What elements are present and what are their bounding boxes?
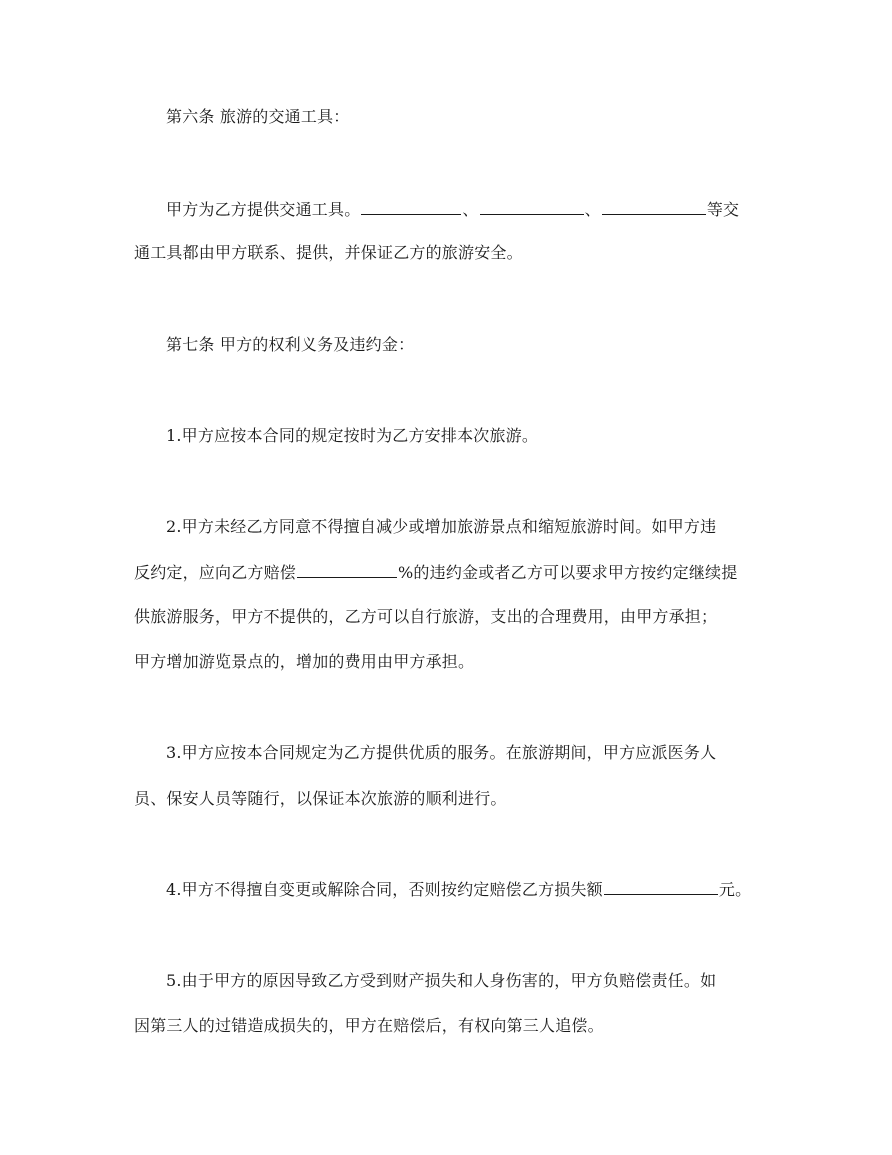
article-7-item-3-line-1: 3.甲方应按本合同规定为乙方提供优质的服务。在旅游期间，甲方应派医务人 xyxy=(166,743,717,762)
article-6-text: 等交 xyxy=(706,200,740,219)
article-7-item-2-line-2 xyxy=(134,561,737,584)
article-7-item-3-line-2: 员、保安人员等随行，以保证本次旅游的顺利进行。 xyxy=(134,789,507,808)
article-7-item-2-line-3: 供旅游服务，甲方不提供的，乙方可以自行旅游，支出的合理费用，由甲方承担； xyxy=(134,607,718,626)
vehicle-blank-2[interactable] xyxy=(480,198,584,215)
vehicle-blank-3[interactable] xyxy=(602,198,706,215)
penalty-percent-blank[interactable] xyxy=(297,561,397,578)
item-4-text: 元。 xyxy=(718,880,752,899)
vehicle-blank-1[interactable] xyxy=(361,198,461,215)
article-7-item-5-line-2: 因第三人的过错造成损失的，甲方在赔偿后，有权向第三人追偿。 xyxy=(134,1016,604,1035)
article-7-item-1: 1.甲方应按本合同的规定按时为乙方安排本次旅游。 xyxy=(166,426,539,445)
loss-amount-blank[interactable] xyxy=(604,878,718,895)
article-6-text: 甲方为乙方提供交通工具。 xyxy=(166,200,361,219)
article-7-item-5-line-1: 5.由于甲方的原因导致乙方受到财产损失和人身伤害的，甲方负赔偿责任。如 xyxy=(166,971,717,990)
separator: 、 xyxy=(462,200,479,219)
article-7-heading: 第七条 甲方的权利义务及违约金： xyxy=(166,335,415,354)
article-7-item-2-line-4: 甲方增加游览景点的，增加的费用由甲方承担。 xyxy=(134,652,475,671)
item-2-text: 反约定，应向乙方赔偿 xyxy=(134,563,297,582)
article-6-paragraph-line-1 xyxy=(166,198,739,221)
article-7-item-4 xyxy=(166,878,751,901)
item-2-text: %的违约金或者乙方可以要求甲方按约定继续提 xyxy=(398,563,738,582)
article-7-item-2-line-1: 2.甲方未经乙方同意不得擅自减少或增加旅游景点和缩短旅游时间。如甲方违 xyxy=(166,517,717,536)
item-4-text: 4.甲方不得擅自变更或解除合同，否则按约定赔偿乙方损失额 xyxy=(166,880,603,899)
separator: 、 xyxy=(584,200,601,219)
article-6-paragraph-line-2: 通工具都由甲方联系、提供，并保证乙方的旅游安全。 xyxy=(134,243,523,262)
article-6-heading: 第六条 旅游的交通工具： xyxy=(166,107,350,126)
